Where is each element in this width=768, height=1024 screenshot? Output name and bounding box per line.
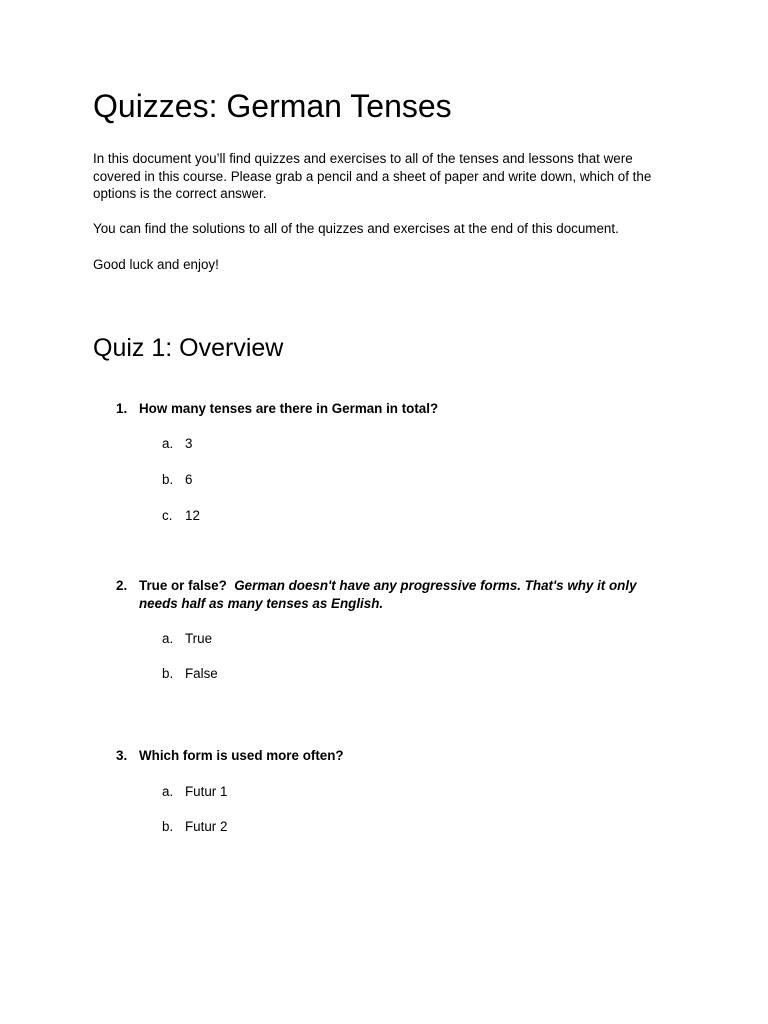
option-label: c. — [162, 508, 173, 523]
option-text: 3 — [185, 436, 193, 451]
question-statement: German doesn't have any progressive forms. That's why it only needs half as many tenses as English. — [139, 578, 637, 611]
question-text: Which form is used more often? — [139, 748, 344, 763]
answer-option — [162, 435, 192, 453]
option-label: a. — [162, 631, 174, 646]
answer-option — [162, 783, 227, 801]
question-3 — [116, 747, 676, 765]
option-label: b. — [162, 819, 174, 834]
question-text — [139, 577, 676, 613]
answer-option — [162, 818, 227, 836]
intro-paragraph: In this document you’ll find quizzes and exercises to all of the tenses and lessons that were covered in this course. Please grab a pencil and a sheet of paper and write down, which of the options is the correct answer. — [93, 151, 652, 201]
question-number: 2. — [116, 578, 128, 593]
question-2 — [116, 577, 676, 613]
answer-option — [162, 630, 212, 648]
option-label: b. — [162, 472, 174, 487]
option-label: a. — [162, 436, 174, 451]
option-text: True — [185, 631, 213, 646]
option-label: b. — [162, 666, 174, 681]
question-1 — [116, 400, 676, 418]
option-text: False — [185, 666, 218, 681]
option-text: Futur 1 — [185, 784, 228, 799]
question-number: 3. — [116, 748, 128, 763]
document-title: Quizzes: German Tenses — [93, 88, 452, 124]
answer-option — [162, 665, 218, 683]
question-number: 1. — [116, 401, 128, 416]
quiz-heading: Quiz 1: Overview — [93, 334, 284, 362]
question-text: How many tenses are there in German in total? — [139, 401, 439, 416]
answer-option — [162, 471, 192, 489]
solutions-note: You can find the solutions to all of the quizzes and exercises at the end of this document. — [93, 221, 619, 236]
option-text: 6 — [185, 472, 193, 487]
option-text: Futur 2 — [185, 819, 228, 834]
question-prompt: True or false? — [139, 578, 227, 593]
option-label: a. — [162, 784, 174, 799]
closing-note: Good luck and enjoy! — [93, 257, 219, 272]
answer-option — [162, 507, 200, 525]
option-text: 12 — [185, 508, 200, 523]
